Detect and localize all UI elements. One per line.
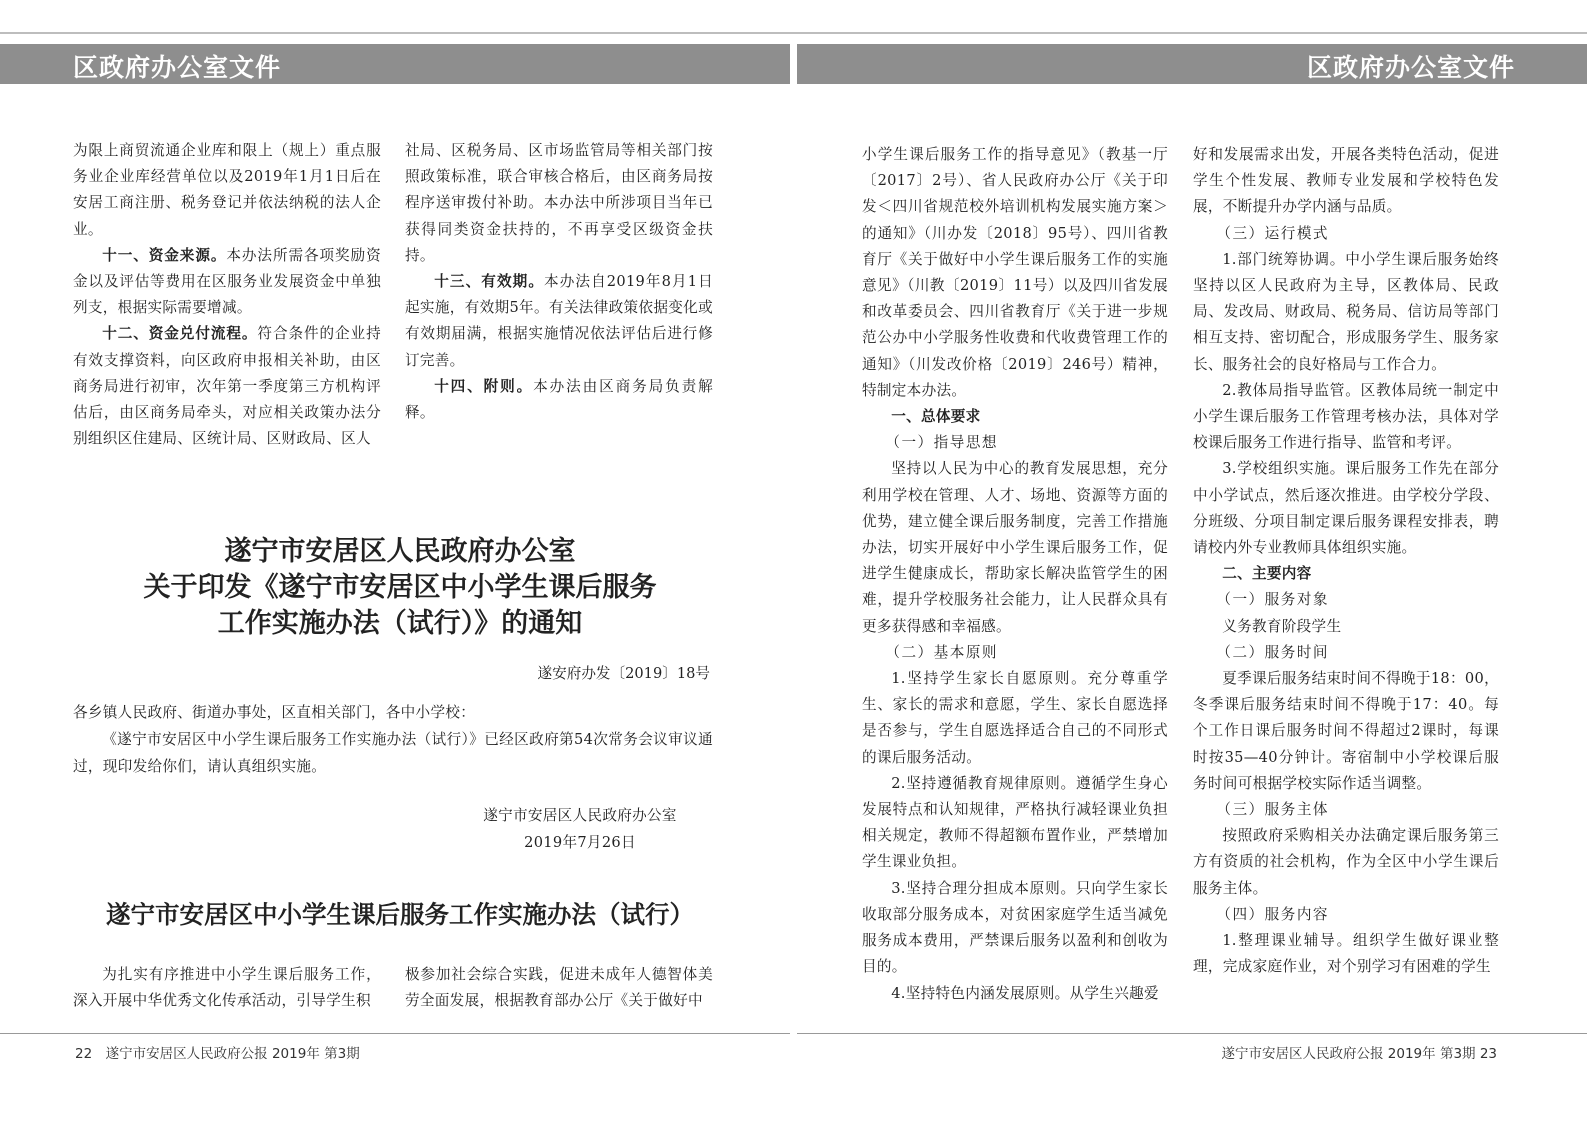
section-heading — [862, 404, 1168, 430]
section-heading: 十四、附则。 — [434, 377, 534, 395]
paragraph: 夏季课后服务结束时间不得晚于18：00，冬季课后服务结束时间不得晚于17：40。每个工作日课后服务时间不得超过2课时，每课时按35—40分钟计。寄宿制中小学校课后服务时间可根据学校实际作适当调整。 — [1193, 670, 1499, 792]
section-heading: 十三、有效期。 — [434, 273, 545, 291]
section-heading: 十一、资金来源。 — [102, 246, 227, 264]
section-text: 本办法所需各项奖励资金以及评估等费用在区服务业发展资金中单独列支，根据实际需要增减。 — [73, 246, 381, 317]
paragraph: 3.学校组织实施。课后服务工作先在部分中小学试点，然后逐次推进。由学校分学段、分班级、分项目制定课后服务课程安排表，聘请校内外专业教师具体组织实施。 — [1193, 460, 1499, 557]
notice-title-line-1: 遂宁市安居区人民政府办公室 — [224, 536, 576, 567]
signature-date: 2019年7月26日 — [524, 834, 636, 851]
measures-title: 遂宁市安居区中小学生课后服务工作实施办法（试行） — [106, 900, 694, 929]
section-heading: 十二、资金兑付流程。 — [102, 325, 258, 343]
notice-title-line-2: 关于印发《遂宁市安居区中小学生课后服务 — [143, 572, 657, 603]
notice-title — [60, 534, 740, 642]
paragraph: 2.教体局指导监管。区教体局统一制定中小学生课后服务工作管理考核办法，具体对学校课后服务工作进行指导、监管和考评。 — [1193, 381, 1499, 452]
right-page-column-2 — [1193, 142, 1499, 981]
section-text: 本办法自2019年8月1日起实施，有效期5年。有关法律政策依据变化或有效期届满，根据实施情况依法评估后进行修订完善。 — [405, 273, 713, 369]
header-bar-left — [0, 44, 790, 84]
section-heading-text: 一、总体要求 — [891, 408, 981, 426]
header-title-right: 区政府办公室文件 — [1306, 53, 1515, 82]
signature-org: 遂宁市安居区人民政府办公室 — [483, 807, 677, 824]
paragraph: 按照政府采购相关办法确定课后服务第三方有资质的社会机构，作为全区中小学生课后服务主体。 — [1193, 827, 1499, 897]
footer-rule-right — [797, 1033, 1587, 1034]
paragraph: 1.坚持学生家长自愿原则。充分尊重学生、家长的需求和意愿，学生、家长自愿选择是否参与，学生自愿选择适合自己的不同形式的课后服务活动。 — [862, 670, 1168, 766]
subsection-heading: （二）基本原则 — [885, 643, 999, 661]
footer-rule-left — [0, 1033, 790, 1034]
notice-body: 《遂宁市安居区中小学生课后服务工作实施办法（试行）》已经区政府第54次常务会议审议通过，现印发给你们，请认真组织实施。 — [73, 731, 713, 775]
paragraph: 义务教育阶段学生 — [1222, 617, 1342, 635]
footer-left: 22 遂宁市安居区人民政府公报 2019年 第3期 — [75, 1046, 360, 1062]
header-bar-right — [797, 44, 1587, 84]
subsection-heading: （一）服务对象 — [1216, 591, 1330, 609]
paragraph: 1.部门统筹协调。中小学生课后服务始终坚持以区人民政府为主导，区教体局、民政局、发改局、财政局、税务局、信访局等部门相互支持、密切配合，形成服务学生、服务家长、服务社会的良好格局与工作合力。 — [1193, 250, 1499, 373]
paragraph: 社局、区税务局、区市场监管局等相关部门按照政策标准，联合审核合格后，由区商务局按程序送审拨付补助。本办法中所涉项目当年已获得同类资金扶持的，不再享受区级资金扶持。 — [405, 142, 713, 264]
top-rule — [0, 32, 1587, 34]
section-text: 本办法由区商务局负责解释。 — [405, 377, 713, 422]
subsection-heading: （二）服务时间 — [1216, 643, 1330, 661]
right-page-column-1 — [862, 142, 1168, 1007]
section-heading — [1193, 561, 1499, 587]
left-page-column-1 — [73, 138, 381, 452]
paragraph — [405, 374, 713, 426]
subsection-heading: （三）服务主体 — [1216, 801, 1330, 819]
document-number: 遂安府办发〔2019〕18号 — [537, 665, 710, 682]
footer-right: 遂宁市安居区人民政府公报 2019年 第3期 23 — [1221, 1046, 1497, 1062]
paragraph — [73, 243, 381, 322]
paragraph — [405, 269, 713, 374]
subsection-heading: （一）指导思想 — [885, 434, 999, 452]
subsection-heading: （四）服务内容 — [1216, 905, 1330, 923]
left-page-column-2 — [405, 138, 713, 426]
subsection-heading: （三）运行模式 — [1216, 224, 1330, 242]
section-text: 符合条件的企业持有效支撑资料，向区政府申报相关补助，由区商务局进行初审，次年第一季度第三方机构评估后，由区商务局牵头，对应相关政策办法分别组织区住建局、区统计局、区财政局、区人 — [73, 325, 381, 448]
paragraph: 3.坚持合理分担成本原则。只向学生家长收取部分服务成本，对贫困家庭学生适当减免服务成本费用，严禁课后服务以盈利和创收为目的。 — [862, 879, 1168, 976]
salutation: 各乡镇人民政府、街道办事处，区直相关部门，各中小学校： — [73, 704, 476, 721]
section-heading-text: 二、主要内容 — [1222, 565, 1312, 583]
paragraph: 2.坚持遵循教育规律原则。遵循学生身心发展特点和认知规律，严格执行减轻课业负担相关规定，教师不得超额布置作业，严禁增加学生课业负担。 — [862, 774, 1168, 871]
paragraph: 坚持以人民为中心的教育发展思想，充分利用学校在管理、人才、场地、资源等方面的优势，建立健全课后服务制度，完善工作措施办法，切实开展好中小学生课后服务工作，促进学生健康成长，帮助家长解决监管学生的困难，提升学校服务社会能力，让人民群众具有更多获得感和幸福感。 — [862, 460, 1168, 635]
paragraph: 1.整理课业辅导。组织学生做好课业整理，完成家庭作业，对个别学习有困难的学生 — [1193, 932, 1499, 976]
paragraph: 4.坚持特色内涵发展原则。从学生兴趣爱 — [891, 984, 1159, 1002]
measures-intro-column-1: 为扎实有序推进中小学生课后服务工作，深入开展中华优秀文化传承活动，引导学生积 — [73, 966, 381, 1010]
paragraph: 好和发展需求出发，开展各类特色活动，促进学生个性发展、教师专业发展和学校特色发展，不断提升办学内涵与品质。 — [1193, 146, 1499, 216]
paragraph — [73, 321, 381, 452]
paragraph: 为限上商贸流通企业库和限上（规上）重点服务业企业库经营单位以及2019年1月1日后在安居工商注册、税务登记并依法纳税的法人企业。 — [73, 142, 381, 238]
measures-intro-column-2: 极参加社会综合实践，促进未成年人德智体美劳全面发展，根据教育部办公厅《关于做好中 — [405, 966, 713, 1010]
header-title-left: 区政府办公室文件 — [73, 53, 282, 82]
paragraph: 小学生课后服务工作的指导意见》（教基一厅〔2017〕2号）、省人民政府办公厅《关于印发＜四川省规范校外培训机构发展实施方案＞的通知》（川办发〔2018〕95号）、四川省教育厅《关于做好中小学生课后服务工作的实施意见》（川教〔2019〕11号）以及四川省发展和改革委员会、四川省教育厅《关于进一步规范公办中小学服务性收费和代收费管理工作的通知》（川发改价格〔2019〕246号）精神，特制定本办法。 — [862, 146, 1168, 399]
notice-title-line-3: 工作实施办法（试行）》的通知 — [217, 608, 583, 639]
